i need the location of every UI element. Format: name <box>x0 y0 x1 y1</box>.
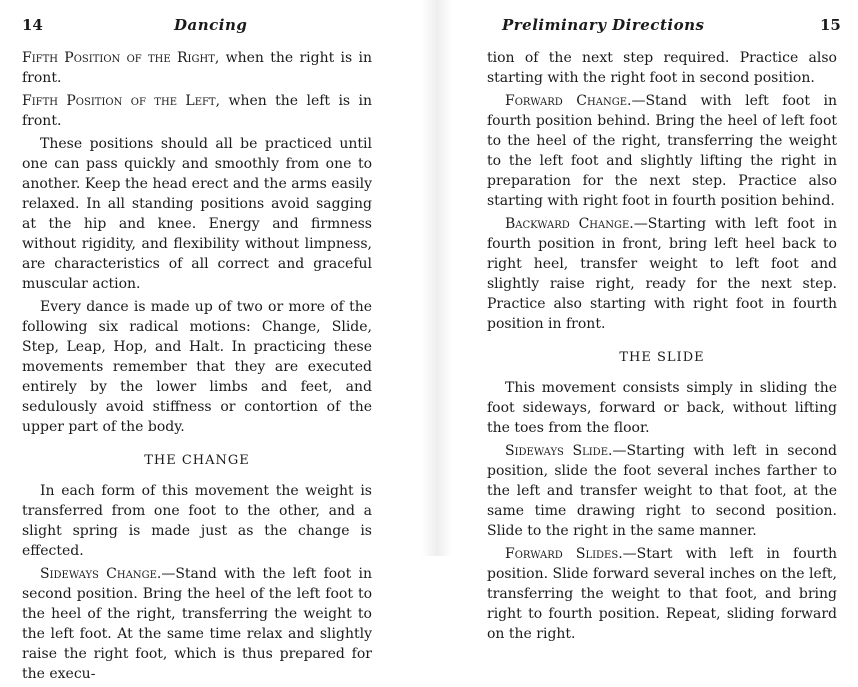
term-sideways-slide: Sideways Slide. <box>505 443 613 459</box>
paragraph-forward-change <box>487 91 837 211</box>
paragraph-fifth-position-left <box>22 91 372 131</box>
right-page-header <box>470 16 858 36</box>
heading-the-slide: THE SLIDE <box>619 350 705 365</box>
text-sideways-change: —Stand with the left foot in second position. Bring the heel of the left foot to the heel of the right, transferring the weight to the left foot. At the same time relax and slightly raise the right foot, which is thus prepared for the execu- <box>22 566 372 682</box>
paragraph-sideways-change <box>22 564 372 684</box>
term-sideways-change: Sideways Change. <box>40 566 162 582</box>
text-sideways-slide: —Starting with left in second position, slide the foot several inches farther to the left and transfer weight to that foot, at the same time drawing right to second position. Slide to the right in the same manner. <box>487 443 838 539</box>
paragraph-forward-slides <box>487 544 837 644</box>
left-page-number: 14 <box>22 16 43 34</box>
left-running-head: Dancing <box>174 16 248 34</box>
paragraph-change-intro: In each form of this movement the weight is transferred from one foot to the other, and a slight spring is made just as the change is effected. <box>22 483 372 559</box>
term-backward-change: Backward Change. <box>505 216 634 232</box>
paragraph-fifth-position-right <box>22 48 372 88</box>
text-fifth-position-right: when the right is in front. <box>22 50 372 86</box>
paragraph-practice: These positions should all be practiced until one can pass quickly and smoothly from one to another. Keep the head erect and the arms easily relaxed. In all standing positions avoid sagging at the hip and knee. Energy and firmness without rigidity, and flexibility without limpness, are characteristics of all correct and graceful muscular action. <box>22 136 372 292</box>
book-gutter <box>422 0 452 556</box>
term-forward-slides: Forward Slides. <box>505 546 623 562</box>
text-backward-change: —Starting with left foot in fourth position in front, bring left heel back to right heel, transfer weight to left foot and slightly raise right, ready for the next step. Practice also starting with right foot in fourth position in front. <box>487 216 837 332</box>
left-page-body <box>22 48 372 687</box>
left-page-header <box>0 16 400 36</box>
paragraph-continuation: tion of the next step required. Practice also starting with the right foot in second position. <box>487 50 837 86</box>
text-forward-change: —Stand with left foot in fourth position behind. Bring the heel of left foot to the heel of the right, transferring the weight to the left foot and slightly lifting the right in preparation for the next step. Practice also starting with right foot in fourth position behind. <box>487 93 837 209</box>
right-running-head: Preliminary Directions <box>502 16 705 34</box>
paragraph-backward-change <box>487 214 837 334</box>
term-fifth-position-right: Fifth Position of the Right, <box>22 50 220 66</box>
text-forward-slides: —Start with left in fourth position. Slide forward several inches on the left, transferring the weight to that foot, and bring right to fourth position. Repeat, sliding forward on the right. <box>487 546 837 642</box>
text-fifth-position-left: when the left is in front. <box>22 93 373 129</box>
paragraph-motions: Every dance is made up of two or more of the following six radical motions: Change, Slide, Step, Leap, Hop, and Halt. In practicing these movements remember that they are executed entirely by the lower limbs and feet, and sedulously avoid stiffness or contortion of the upper part of the body. <box>22 299 372 435</box>
heading-the-change: THE CHANGE <box>144 453 250 468</box>
term-forward-change: Forward Change. <box>505 93 632 109</box>
right-page-body <box>487 48 837 647</box>
right-page <box>470 0 858 642</box>
paragraph-sideways-slide <box>487 441 837 541</box>
left-page <box>0 0 400 682</box>
paragraph-slide-intro: This movement consists simply in sliding the foot sideways, forward or back, without lifting the toes from the floor. <box>487 380 837 436</box>
right-page-number: 15 <box>820 16 841 34</box>
term-fifth-position-left: Fifth Position of the Left, <box>22 93 221 109</box>
